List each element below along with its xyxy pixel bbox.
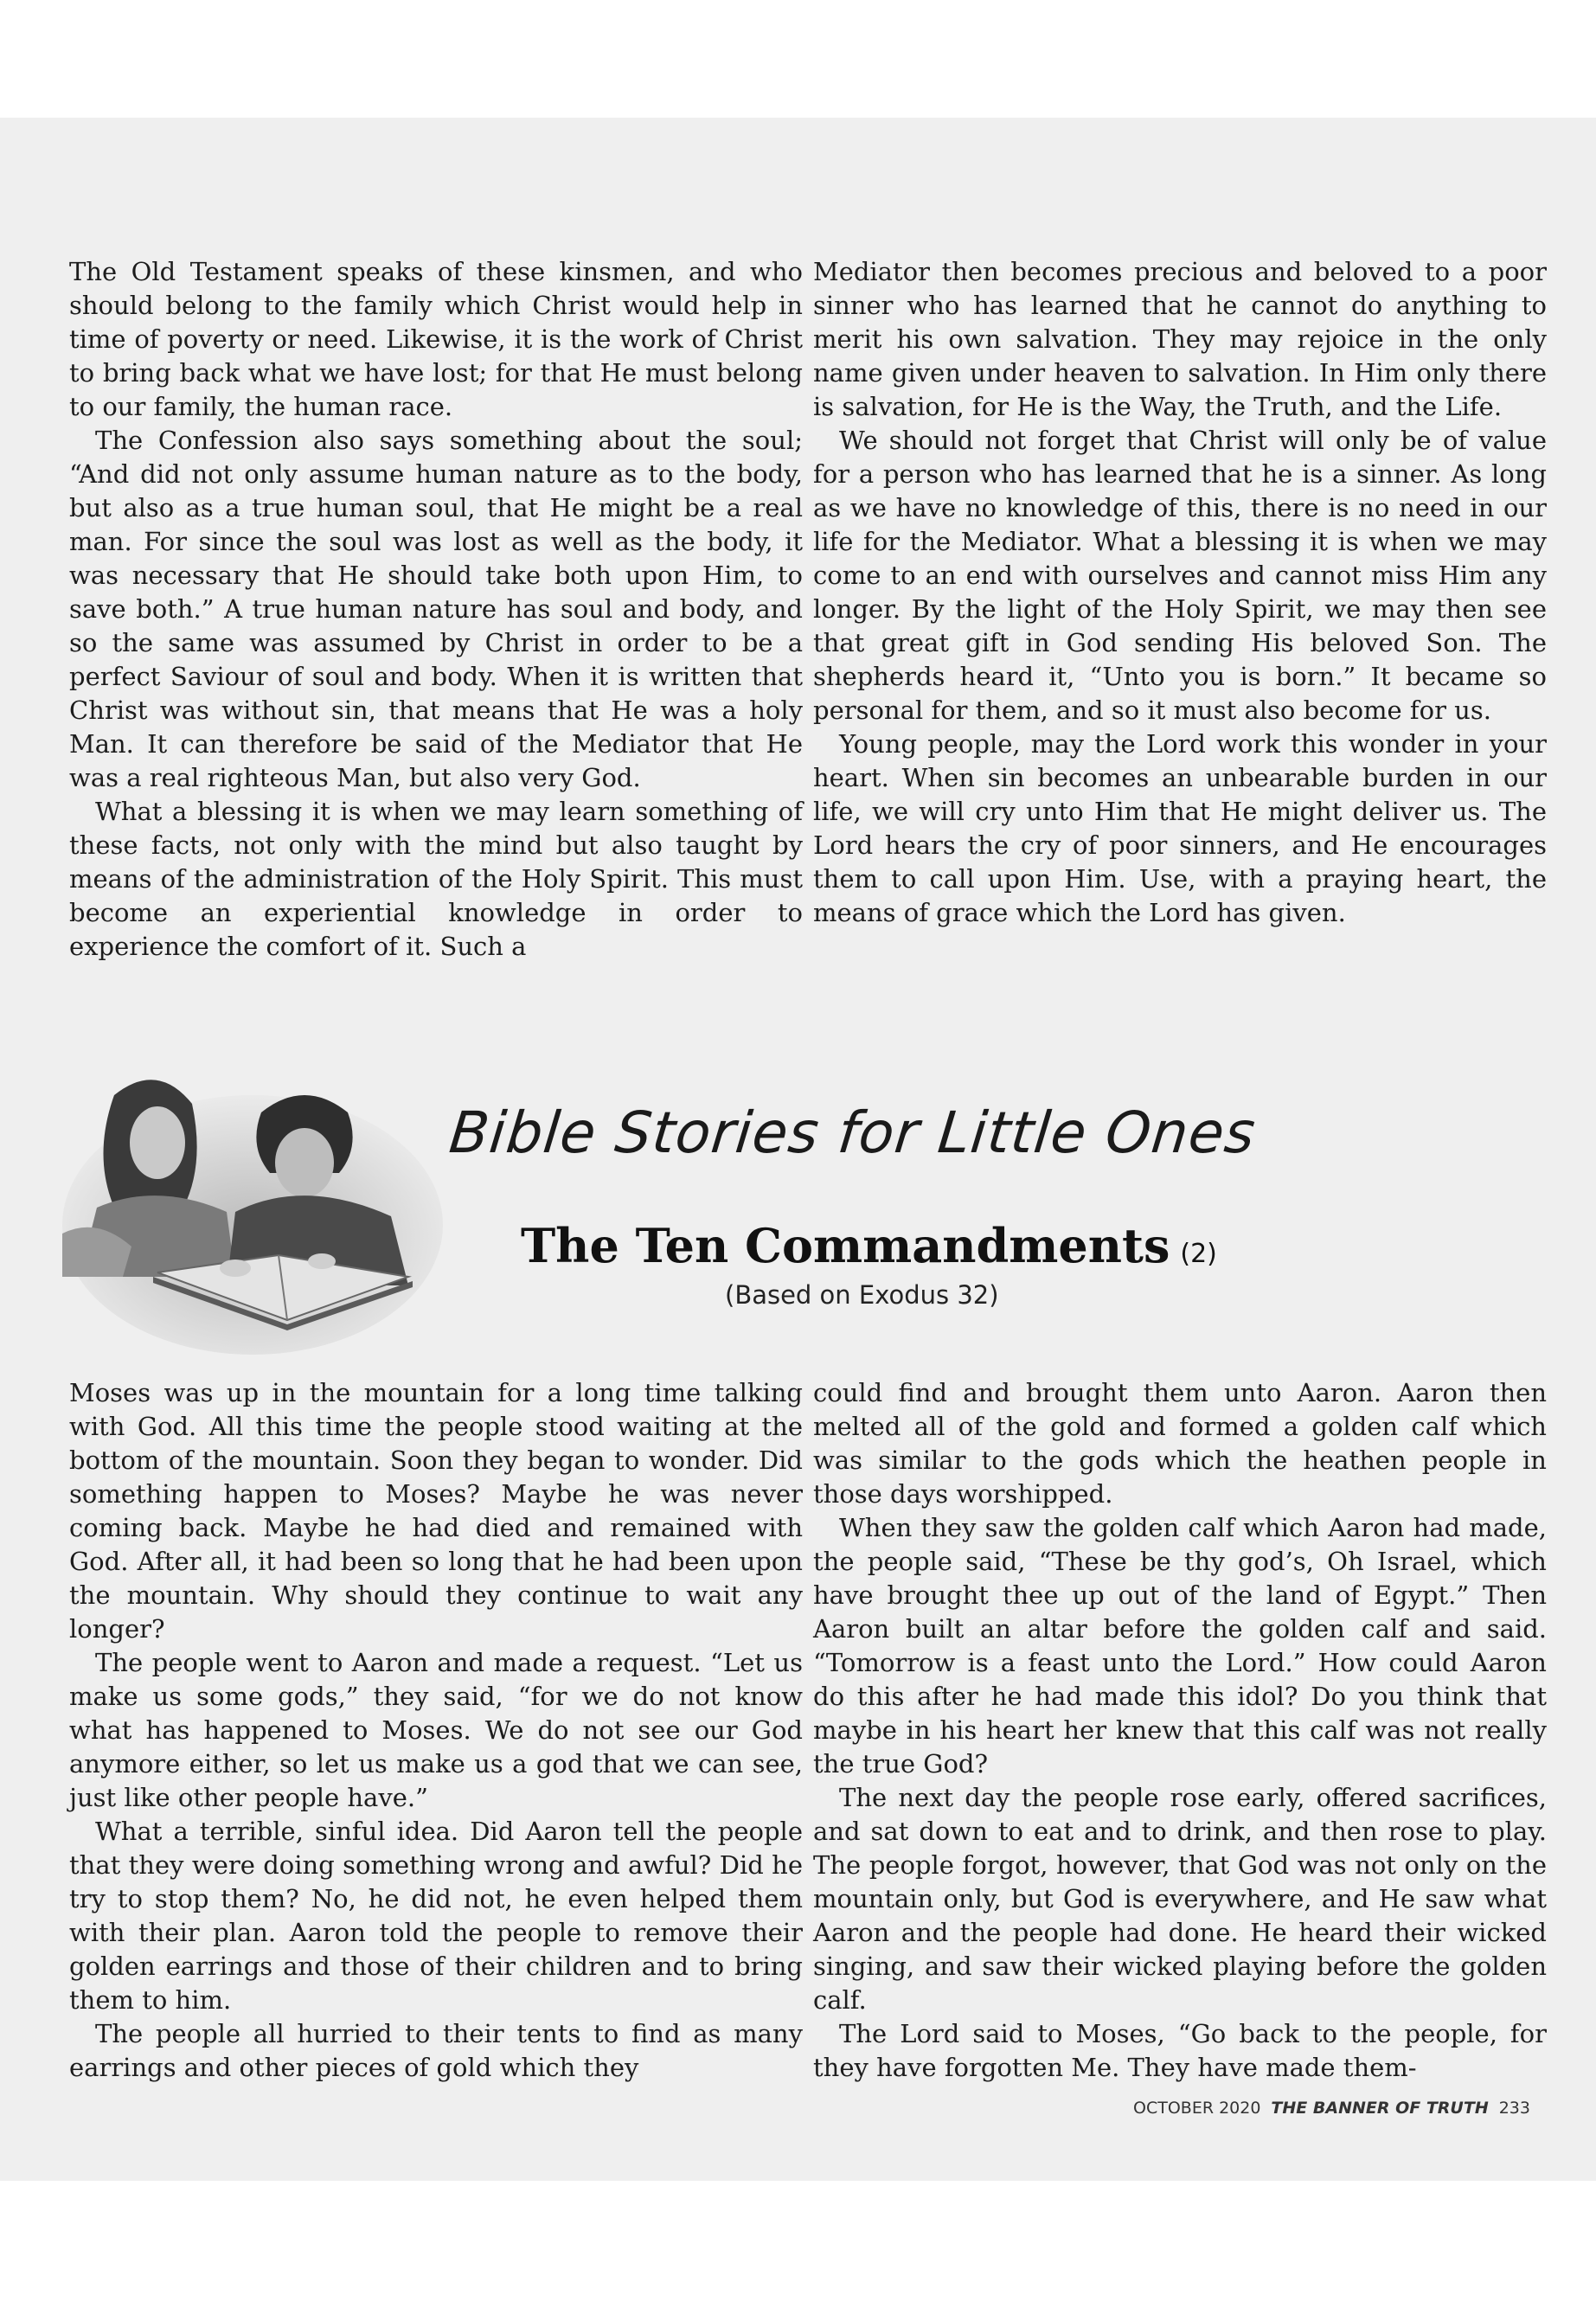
article-column-top-right [813,255,1547,930]
paragraph: The people went to Aaron and made a request. “Let us make us some gods,” they said, “for we do not know what has happened to Moses. We do not see our God anymore either, so let us make us a god that we can see, just like other people have.” [69,1648,803,1812]
story-part-number: (2) [1180,1239,1217,1269]
section-title: Bible Stories for Little Ones [445,1099,1259,1166]
footer-issue: OCTOBER 2020 [1133,2099,1261,2118]
paragraph: The people all hurried to their tents to find as many earrings and other pieces of gold which they [69,2019,803,2082]
children-reading-bible-illustration [62,1061,443,1355]
magazine-page [0,118,1596,2181]
paragraph: We should not forget that Christ will only be of value for a person who has learned that he is a sinner. As long as we have no knowledge of this, there is no need in our life for the Mediator. What a blessing it is when we may come to an end with ourselves and cannot miss Him any longer. By the light of the Holy Spirit, we may then see that great gift in God sending His beloved Son. The shepherds heard it, “Unto you is born.” It became so personal for them, and so it must also become for us. [813,426,1547,725]
paragraph: What a blessing it is when we may learn something of these facts, not only with the mind but also taught by means of the administration of the Holy Spirit. This must become an experiential knowledge in order to experience the comfort of it. Such a [69,797,803,961]
story-column-right [813,1376,1547,2085]
story-title-text: The Ten Commandments [521,1218,1170,1273]
story-title [521,1218,1217,1273]
story-column-left [69,1376,803,2085]
paragraph: Mediator then becomes precious and beloved to a poor sinner who has learned that he cannot do anything to merit his own salvation. They may rejoice in the only name given under heaven to salvation. In Him only there is salvation, for He is the Way, the Truth, and the Life. [813,257,1547,421]
paragraph: Moses was up in the mountain for a long time talking with God. All this time the people stood waiting at the bottom of the mountain. Soon they began to wonder. Did something happen to Moses? Maybe he was never coming back. Maybe he had died and remained with God. After all, it had been so long that he had been upon the mountain. Why should they continue to wait any longer? [69,1378,803,1644]
story-source: (Based on Exodus 32) [725,1280,999,1310]
paragraph: What a terrible, sinful idea. Did Aaron tell the people that they were doing something wrong and awful? Did he try to stop them? No, he did not, he even helped them with their plan. Aaron told the people to remove their golden earrings and those of their children and to bring them to him. [69,1817,803,2015]
paragraph: The Lord said to Moses, “Go back to the people, for they have forgotten Me. They have made them- [813,2019,1547,2082]
paragraph: The Confession also says something about the soul; “And did not only assume human nature as to the body, but also as a true human soul, that He might be a real man. For since the soul was lost as well as the body, it was necessary that He should take both upon Him, to save both.” A true human nature has soul and body, and so the same was assumed by Christ in order to be a perfect Saviour of soul and body. When it is written that Christ was without sin, that means that He was a holy Man. It can therefore be said of the Mediator that He was a real righteous Man, but also very God. [69,426,803,792]
paragraph: The Old Testament speaks of these kinsmen, and who should belong to the family which Christ would help in time of poverty or need. Likewise, it is the work of Christ to bring back what we have lost; for that He must belong to our family, the human race. [69,257,803,421]
paragraph: could find and brought them unto Aaron. Aaron then melted all of the gold and formed a golden calf which was similar to the gods which the heathen people in those days worshipped. [813,1378,1547,1509]
article-column-top-left [69,255,803,964]
paragraph: The next day the people rose early, offered sacrifices, and sat down to eat and to drink, and then rose to play. The people forgot, however, that God was not only on the mountain only, but God is everywhere, and He saw what Aaron and the people had done. He heard their wicked singing, and saw their wicked playing before the golden calf. [813,1783,1547,2015]
page-footer [1133,2099,1530,2118]
footer-publication: THE BANNER OF TRUTH [1271,2099,1489,2118]
page-number: 233 [1498,2099,1530,2118]
paragraph: Young people, may the Lord work this wonder in your heart. When sin becomes an unbearable burden in our life, we will cry unto Him that He might deliver us. The Lord hears the cry of poor sinners, and He encourages them to call upon Him. Use, with a praying heart, the means of grace which the Lord has given. [813,729,1547,927]
paragraph: When they saw the golden calf which Aaron had made, the people said, “These be thy god’s, Oh Israel, which have brought thee up out of the land of Egypt.” Then Aaron built an altar before the golden calf and said. “Tomorrow is a feast unto the Lord.” How could Aaron do this after he had made this idol? Do you think that maybe in his heart her knew that this calf was not really the true God? [813,1513,1547,1779]
